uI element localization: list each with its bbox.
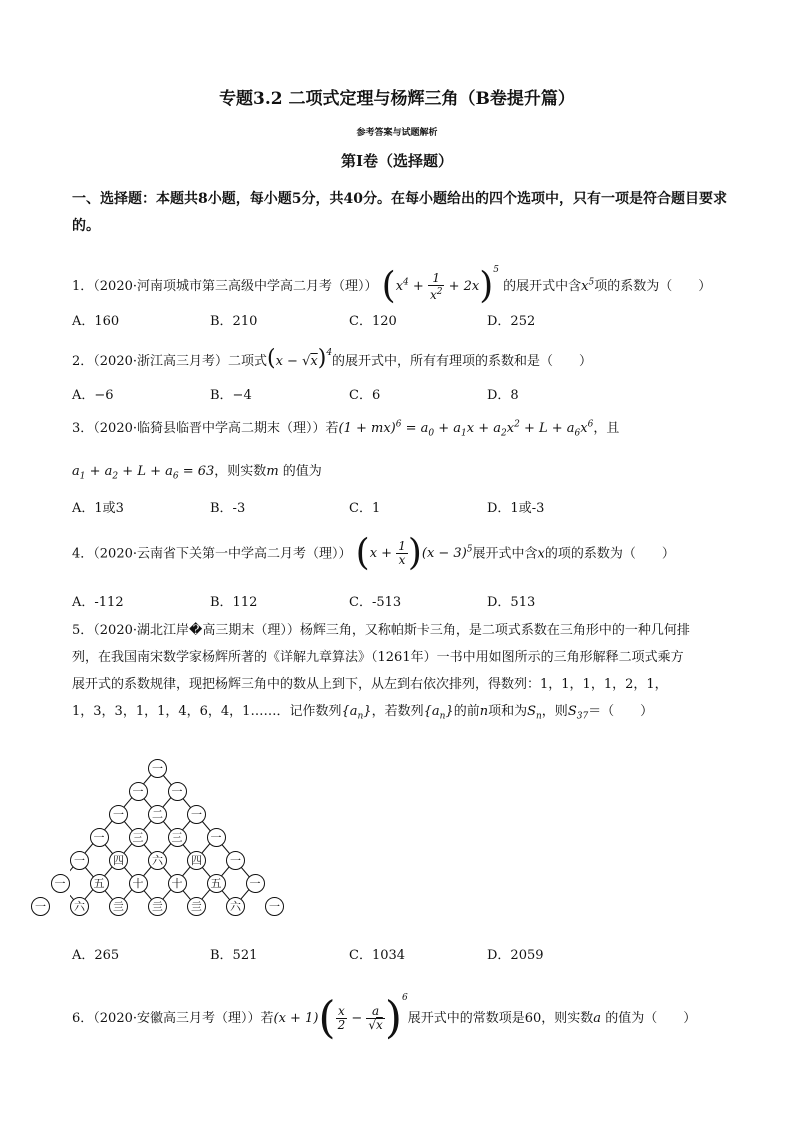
question-6-tail: 的值为（ ）	[605, 1011, 697, 1026]
question-2-formula: $(x - √x)^4$	[267, 346, 333, 371]
triangle-number-cell: 十	[129, 874, 148, 893]
triangle-number-cell: 五	[90, 874, 109, 893]
triangle-number-cell: 一	[70, 851, 89, 870]
triangle-number-cell: 一	[168, 782, 187, 801]
question-4-prefix: 4．（2020·云南省下关第一中学高二月考（理））	[72, 546, 352, 562]
triangle-number-cell: 亖	[148, 897, 167, 916]
question-6-formula: (x + 1)( $\frac{x}{2}$ − $\frac{a}{√x}$ )$^6$	[273, 992, 408, 1044]
question-5-line-4	[72, 698, 727, 731]
triangle-number-cell: 三	[168, 828, 187, 847]
question-1-suffix: 的展开式中含	[503, 279, 582, 294]
question-3-formula: $(1 + mx)^6 = a_0 + a_1x + a_2x^2 + L + a_6x^6$	[338, 419, 594, 439]
q5-option-a[interactable]: A．265	[72, 948, 120, 963]
triangle-number-cell: 三	[129, 828, 148, 847]
q2-option-d[interactable]: D．8	[487, 388, 519, 403]
q4-option-c[interactable]: C．-513	[349, 595, 402, 610]
q5-sequence-an: $\{a_n\}$	[341, 704, 372, 722]
triangle-number-cell: 一	[51, 874, 70, 893]
question-6	[72, 975, 696, 1042]
triangle-number-cell: 一	[187, 805, 206, 824]
question-4-tail: 的项的系数为（ ）	[544, 546, 675, 562]
triangle-number-cell: 一	[226, 851, 245, 870]
question-4	[72, 532, 675, 572]
question-1-prefix: 1．（2020·河南项城市第三高级中学高二月考（理））	[72, 279, 378, 294]
q2-option-c[interactable]: C．6	[349, 388, 381, 403]
question-5-line-2: 列，在我国南宋数学家杨辉所著的《详解九章算法》（1261年）一书中用如图所示的三角形解释二项式乘方	[72, 650, 684, 665]
q1-option-b[interactable]: B．210	[210, 314, 258, 329]
q5-line4-part-c: 的前	[453, 704, 480, 719]
q5-line4-part-a: 1，3，3，1，1，4，6，4，1……．记作数列	[72, 704, 342, 719]
triangle-number-cell: 一	[109, 805, 128, 824]
triangle-number-cell: 一	[265, 897, 284, 916]
question-3-condition: $a_1 + a_2 + L + a_6 = 63$	[72, 464, 215, 482]
q2-option-b[interactable]: B．−4	[210, 388, 252, 403]
q3-option-b[interactable]: B．-3	[210, 501, 246, 516]
question-3-line2-end: 的值为	[282, 464, 322, 479]
q4-option-d[interactable]: D．513	[487, 595, 536, 610]
q5-line4-part-d: 项和为	[488, 704, 528, 719]
triangle-number-cell: 一	[31, 897, 50, 916]
question-5-line-1: 5．（2020·湖北江岸�高三期末（理））杨辉三角，又称帕斯卡三角，是二项式系数在三角形中的一种几何排	[72, 623, 690, 638]
q5-option-c[interactable]: C．1034	[349, 948, 406, 963]
question-3	[72, 417, 619, 439]
question-4-suffix: 展开式中含	[472, 546, 538, 562]
q5-var-n: n	[479, 704, 489, 719]
section-heading: 第Ⅰ卷（选择题）	[340, 152, 454, 170]
q5-var-s37: $S_{37}$	[567, 704, 589, 722]
triangle-number-cell: 亖	[187, 897, 206, 916]
question-6-suffix: 展开式中的常数项是60，则实数	[407, 1011, 594, 1026]
q5-line4-part-f: ＝（ ）	[588, 704, 654, 719]
triangle-number-cell: 四	[109, 851, 128, 870]
triangle-number-cell: 五	[207, 874, 226, 893]
triangle-number-cell: 十	[168, 874, 187, 893]
question-2-prefix: 2．（2020·浙江高三月考）二项式	[72, 354, 267, 369]
q1-option-c[interactable]: C．120	[349, 314, 397, 329]
q5-line4-part-e: ，则	[541, 704, 568, 719]
triangle-number-cell: 一	[129, 782, 148, 801]
q5-option-b[interactable]: B．521	[210, 948, 258, 963]
yang-hui-triangle-figure	[35, 758, 280, 928]
triangle-number-cell: 亖	[109, 897, 128, 916]
question-1-tail: 项的系数为（ ）	[594, 279, 712, 294]
q1-option-d[interactable]: D．252	[487, 314, 536, 329]
q3-option-c[interactable]: C．1	[349, 501, 381, 516]
q3-option-a[interactable]: A．1或3	[72, 501, 124, 516]
page-title: 专题3.2 二项式定理与杨辉三角（B卷提升篇）	[219, 89, 575, 109]
question-3-line-2	[72, 460, 322, 482]
triangle-number-cell: 六	[70, 897, 89, 916]
q1-option-a[interactable]: A．160	[72, 314, 120, 329]
triangle-number-cell: 一	[246, 874, 265, 893]
instructions: 一、选择题：本题共8小题，每小题5分，共40分。在每小题给出的四个选项中，只有一项是符合题目要求的。	[72, 191, 727, 234]
triangle-number-cell: 四	[187, 851, 206, 870]
question-2-suffix: 的展开式中，所有有理项的系数和是（ ）	[332, 354, 593, 369]
question-3-prefix: 3．（2020·临猗县临晋中学高二期末（理））若	[72, 421, 339, 436]
triangle-number-cell: 二	[148, 805, 167, 824]
q5-sequence-an-2: $\{a_n\}$	[423, 704, 454, 722]
question-1-formula: ($x^4$ + $\frac{1}{x^2}$ + 2x)$^5$	[381, 265, 499, 307]
triangle-number-cell: 一	[207, 828, 226, 847]
question-1-term: $x^5$	[581, 277, 595, 294]
q3-option-d[interactable]: D．1或-3	[487, 501, 545, 516]
question-3-line2-tail: ，则实数	[214, 464, 267, 479]
q5-var-sn: $S_n$	[527, 704, 542, 722]
triangle-number-cell: 六	[148, 851, 167, 870]
q4-option-b[interactable]: B．112	[210, 595, 258, 610]
q4-option-a[interactable]: A．-112	[72, 595, 124, 610]
q5-line4-part-b: ，若数列	[371, 704, 424, 719]
question-4-formula: (x + $\frac{1}{x}$ )$(x - 3)^5$	[355, 532, 473, 574]
question-6-prefix: 6．（2020·安徽高三月考（理））若	[72, 1011, 274, 1026]
page-subtitle: 参考答案与试题解析	[356, 128, 438, 138]
question-5-line-3: 展开式的系数规律，现把杨辉三角中的数从上到下，从左到右依次排列，得数列：1，1，1，1，2，1，	[72, 677, 668, 692]
question-2	[72, 338, 592, 377]
q2-option-a[interactable]: A．−6	[72, 388, 114, 403]
triangle-number-cell: 一	[90, 828, 109, 847]
triangle-number-cell: 一	[148, 759, 167, 778]
question-6-variable: a	[593, 1011, 602, 1026]
question-3-suffix: ，且	[593, 421, 620, 436]
triangle-number-cell: 六	[226, 897, 245, 916]
q5-option-d[interactable]: D．2059	[487, 948, 544, 963]
question-5	[72, 617, 727, 731]
question-4-term: x	[537, 546, 545, 562]
question-1	[72, 252, 711, 305]
question-3-variable: m	[266, 464, 279, 479]
